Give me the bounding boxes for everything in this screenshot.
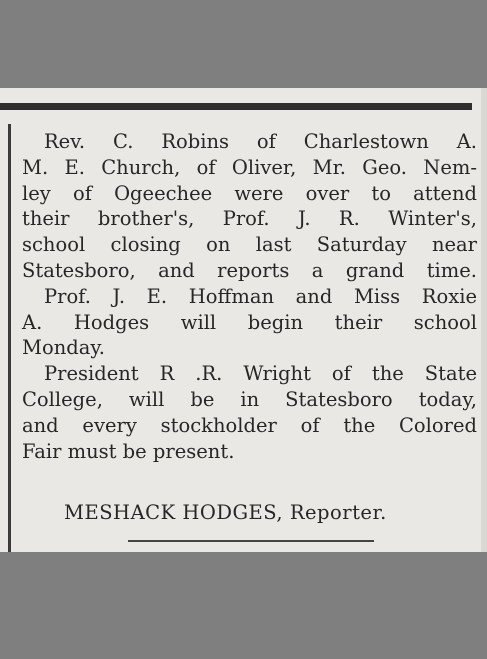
article-line-11: College, will be in Statesboro today, — [22, 387, 477, 411]
article-line-6: Statesboro, and reports a grand time. — [22, 258, 477, 282]
article-body — [22, 129, 477, 464]
article-line-10: President R .R. Wright of the State — [44, 362, 477, 386]
left-column-rule — [8, 124, 11, 552]
article-line-1: Rev. C. Robins of Charlestown A. — [44, 130, 477, 153]
newspaper-clipping — [0, 88, 487, 552]
article-line-5: school closing on last Saturday near — [22, 233, 477, 257]
article-line-2: M. E. Church, of Oliver, Mr. Geo. Nem- — [22, 155, 477, 179]
article-line-8: A. Hodges will begin their school — [22, 310, 477, 334]
article-line-3: ley of Ogeechee were over to attend — [22, 181, 477, 205]
clipping-right-edge — [481, 88, 487, 552]
article-line-13: Fair must be present. — [22, 439, 235, 463]
reporter-signature: MESHACK HODGES, Reporter. — [64, 501, 387, 524]
article-line-9: Monday. — [22, 336, 105, 360]
bottom-rule — [128, 540, 374, 542]
article-line-7: Prof. J. E. Hoffman and Miss Roxie — [44, 284, 477, 308]
article-line-12: and every stockholder of the Colored — [22, 413, 477, 437]
article-line-4: their brother's, Prof. J. R. Winter's, — [22, 207, 477, 231]
top-column-rule — [0, 103, 472, 110]
